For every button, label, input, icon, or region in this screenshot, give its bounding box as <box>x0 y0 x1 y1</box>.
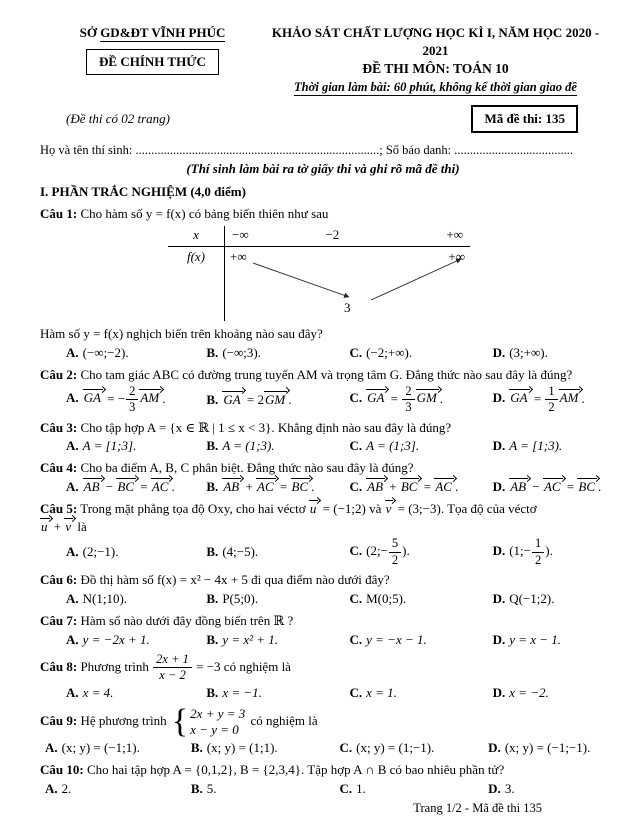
vector: AM <box>559 389 582 405</box>
question-label: Câu 4: <box>40 460 78 476</box>
operator: − <box>102 479 117 495</box>
question-label: Câu 2: <box>40 366 78 382</box>
option-d <box>493 385 606 415</box>
operator: + <box>242 479 257 495</box>
f-row-label: f(x) <box>168 247 225 321</box>
option-text: . <box>171 479 175 495</box>
f-value-right: +∞ <box>448 248 465 264</box>
option-key: D. <box>492 390 506 406</box>
fraction-denominator: 3 <box>129 400 136 414</box>
option-c <box>349 478 492 496</box>
option-d <box>493 537 606 567</box>
option-text: (3;+∞). <box>509 344 548 360</box>
option-key: A. <box>66 390 79 406</box>
fraction <box>545 385 557 415</box>
option-key: A. <box>66 438 79 454</box>
fraction-numerator: 2 <box>126 385 138 401</box>
question-2-options <box>40 385 606 415</box>
option-text: y = −2x + 1. <box>82 631 150 647</box>
option-key: A. <box>66 631 79 647</box>
question-5-stem-line2 <box>40 518 606 536</box>
option-a <box>66 437 206 455</box>
option-key: B. <box>206 344 219 360</box>
vector-u: u <box>40 518 51 534</box>
option-text: = <box>530 390 545 406</box>
option-text: P(5;0). <box>222 591 259 607</box>
subject-title: ĐỀ THI MÔN: TOÁN 10 <box>362 60 509 76</box>
option-key: C. <box>349 631 363 647</box>
option-d <box>493 437 606 455</box>
vector: AB <box>222 478 242 494</box>
operator: + <box>386 479 400 495</box>
vector: BC <box>400 478 421 494</box>
option-key: D. <box>488 781 501 797</box>
vector: AC <box>434 478 455 494</box>
question-8-stem <box>40 653 606 683</box>
option-text: x = −2. <box>509 684 549 700</box>
x-row-values <box>225 226 470 246</box>
option-text: (−2;+∞). <box>366 344 413 360</box>
fraction <box>532 537 544 567</box>
vector: GA <box>83 389 104 405</box>
option-text: y = x − 1. <box>509 631 562 647</box>
option-key: D. <box>492 591 506 607</box>
option-d <box>493 631 606 649</box>
question-6-stem <box>40 571 606 589</box>
question-7-stem <box>40 612 606 630</box>
vector: GA <box>222 391 243 407</box>
question-7-options <box>40 631 606 649</box>
option-text: 1. <box>356 781 366 797</box>
option-text: = 2 <box>243 391 264 407</box>
vector: BC <box>116 478 137 494</box>
question-text: Cho tam giác ABC có đường trung tuyến AM và trọng tâm G. Đẳng thức nào sau đây là đúng? <box>80 366 573 382</box>
question-9-options <box>40 739 606 757</box>
option-key: C. <box>349 684 363 700</box>
variation-table-x-row <box>168 226 470 247</box>
option-text: . <box>598 479 602 495</box>
question-2-stem <box>40 366 606 384</box>
option-text: x = 1. <box>366 684 397 700</box>
option-c <box>349 537 492 567</box>
option-b <box>206 391 349 409</box>
vector: AM <box>139 389 162 405</box>
fraction-denominator: x − 2 <box>159 668 186 683</box>
vector-u: u <box>309 500 320 516</box>
question-text: có nghiệm là <box>247 713 318 729</box>
question-4-options <box>40 478 606 496</box>
question-6 <box>40 571 606 608</box>
option-a <box>45 739 191 757</box>
exam-code-box: Mã đề thi: 135 <box>471 105 578 133</box>
page-count-note: (Đề thi có 02 trang) <box>66 110 170 126</box>
equals: = <box>420 479 435 495</box>
option-text: = <box>387 390 402 406</box>
option-key: A. <box>66 479 79 495</box>
duration-note: Thời gian làm bài: 60 phút, không kể thời gian giao đề <box>294 79 577 94</box>
fraction-denominator: 3 <box>405 400 412 414</box>
equals: = <box>563 479 578 495</box>
f-value-min: 3 <box>344 299 351 315</box>
option-c <box>340 739 489 757</box>
question-text: Phương trình <box>80 658 153 674</box>
option-text: . <box>288 391 292 407</box>
question-text: Đồ thị hàm số f(x) = x² − 4x + 5 đi qua điểm nào dưới đây? <box>80 572 390 588</box>
option-text: A = [1;3). <box>509 438 563 454</box>
option-text: . <box>581 390 585 406</box>
option-key: D. <box>492 479 506 495</box>
option-b <box>191 780 340 798</box>
question-4 <box>40 459 606 496</box>
section-heading: I. PHẦN TRẮC NGHIỆM (4,0 điểm) <box>40 183 246 199</box>
option-d <box>493 344 606 362</box>
equation-2: x − y = 0 <box>190 722 239 738</box>
fraction-denominator: 2 <box>535 552 542 567</box>
vector-v: v <box>385 500 395 516</box>
vector: AC <box>256 478 277 494</box>
question-7 <box>40 612 606 649</box>
option-key: C. <box>349 543 363 559</box>
question-text: = −3 có nghiệm là <box>192 658 291 674</box>
option-key: B. <box>206 479 219 495</box>
question-text: Hệ phương trình <box>80 713 170 729</box>
student-name-line: Họ và tên thí sinh: ..............................................................................; Số báo danh: ...................................... <box>40 142 573 157</box>
exam-title: KHẢO SÁT CHẤT LƯỢNG HỌC KÌ I, NĂM HỌC 2020 - 2021 <box>271 25 600 58</box>
option-d <box>493 590 606 608</box>
question-5-stem <box>40 500 606 518</box>
equation-system <box>171 702 246 740</box>
x-value: +∞ <box>446 226 463 242</box>
header-right-column <box>265 24 606 96</box>
option-c <box>340 780 489 798</box>
option-b <box>206 478 349 496</box>
question-label: Câu 3: <box>40 419 78 435</box>
question-3-options <box>40 437 606 455</box>
option-c <box>349 385 492 415</box>
system-brace: { <box>171 702 189 740</box>
x-value: −2 <box>325 226 340 242</box>
question-5 <box>40 500 606 567</box>
option-key: A. <box>45 740 58 756</box>
option-text: 3. <box>504 781 515 797</box>
option-key: B. <box>206 544 219 560</box>
option-key: D. <box>488 740 501 756</box>
option-text: 5. <box>206 781 217 797</box>
x-row-label: x <box>168 226 225 246</box>
option-a <box>66 543 206 561</box>
question-3-stem <box>40 419 606 437</box>
vector: BC <box>291 478 312 494</box>
option-text: y = x² + 1. <box>222 631 279 647</box>
equals: = <box>137 479 151 495</box>
option-key: C. <box>349 479 363 495</box>
question-text: = (3;−3). Tọa độ của véctơ <box>394 501 537 517</box>
operator: − <box>529 479 543 495</box>
fraction <box>402 385 414 415</box>
question-text: Trong mặt phẳng tọa độ Oxy, cho hai véctơ <box>80 501 309 517</box>
vector: GA <box>366 389 387 405</box>
header-department <box>40 24 265 42</box>
option-key: A. <box>66 684 79 700</box>
vector: AB <box>366 478 386 494</box>
fraction-numerator: 1 <box>532 537 544 553</box>
question-10-stem <box>40 761 606 779</box>
option-b <box>206 631 349 649</box>
question-text: Hàm số nào dưới đây đồng biến trên ℝ ? <box>80 613 294 628</box>
option-text: x = −1. <box>222 684 262 700</box>
option-text: A = [1;3]. <box>82 438 137 454</box>
option-key: A. <box>66 591 79 607</box>
option-key: A. <box>66 344 79 360</box>
question-1-stem <box>40 205 606 223</box>
option-d <box>493 478 606 496</box>
option-text: ). <box>545 543 553 559</box>
question-text: Cho tập hợp A = {x ∈ ℝ | 1 ≤ x < 3}. Khẳng định nào sau đây là đúng? <box>80 419 452 435</box>
variation-table-f-row <box>168 247 470 321</box>
system-lines <box>190 706 245 739</box>
vector: GA <box>509 389 530 405</box>
option-key: C. <box>349 390 363 406</box>
option-a <box>66 344 206 362</box>
option-d <box>488 739 606 757</box>
option-text: . <box>162 390 166 406</box>
option-key: D. <box>492 438 506 454</box>
option-key: B. <box>190 740 203 756</box>
vector: BC <box>577 478 598 494</box>
department-prefix: SỞ <box>79 25 101 40</box>
question-1-options <box>40 344 606 362</box>
question-text: = (−1;2) và <box>319 501 385 517</box>
variation-diagram <box>225 247 470 321</box>
option-key: C. <box>349 438 363 454</box>
question-3 <box>40 419 606 456</box>
option-b <box>206 437 349 455</box>
option-a <box>66 590 206 608</box>
option-text: (x; y) = (−1;1). <box>61 740 140 756</box>
option-text: = − <box>103 390 126 406</box>
option-b <box>206 684 349 702</box>
option-a <box>66 385 206 415</box>
option-key: B. <box>206 438 219 454</box>
equation-1: 2x + y = 3 <box>190 705 246 721</box>
option-text: (−∞;−2). <box>82 344 129 360</box>
code-row <box>40 105 606 133</box>
question-label: Câu 10: <box>40 762 84 778</box>
option-key: B. <box>190 781 203 797</box>
department-name: GD&ĐT VĨNH PHÚC <box>100 25 226 40</box>
option-text: . <box>311 479 315 495</box>
option-text: . <box>454 479 459 495</box>
option-a <box>66 684 206 702</box>
option-key: A. <box>66 544 79 560</box>
question-text: là <box>74 519 87 535</box>
question-label: Câu 1: <box>40 205 78 221</box>
option-d <box>488 780 606 798</box>
exam-header <box>40 24 606 96</box>
question-label: Câu 6: <box>40 572 78 588</box>
option-text: M(0;5). <box>366 591 407 607</box>
question-text: Cho hàm số y = f(x) có bảng biến thiên như sau <box>80 205 329 221</box>
option-text: (x; y) = (−1;−1). <box>504 740 591 756</box>
option-text: N(1;10). <box>82 591 128 607</box>
option-key: B. <box>206 684 219 700</box>
footer-page-number: Trang 1/2 - Mã đề thi 135 <box>413 800 542 815</box>
option-c <box>349 590 492 608</box>
option-key: D. <box>492 344 506 360</box>
question-6-options <box>40 590 606 608</box>
option-text: (−∞;3). <box>222 344 261 360</box>
question-1 <box>40 205 606 362</box>
option-text: 2. <box>61 781 72 797</box>
fraction-denominator: 2 <box>391 552 399 567</box>
vector: AC <box>151 478 172 494</box>
option-key: B. <box>206 591 219 607</box>
option-key: C. <box>339 781 353 797</box>
question-1-question: Hàm số y = f(x) nghịch biến trên khoảng nào sau đây? <box>40 325 323 341</box>
question-text: Cho ba điểm A, B, C phân biệt. Đẳng thức nào sau đây là đúng? <box>80 460 414 476</box>
option-b <box>206 590 349 608</box>
option-c <box>349 344 492 362</box>
question-8 <box>40 653 606 702</box>
option-key: B. <box>206 391 219 407</box>
option-key: C. <box>339 740 353 756</box>
option-text: (1;− <box>509 543 531 559</box>
question-label: Câu 5: <box>40 501 78 517</box>
question-9 <box>40 702 606 757</box>
x-value: −∞ <box>232 226 249 242</box>
option-text: A = (1;3]. <box>366 438 420 454</box>
fraction-numerator: 2x + 1 <box>153 653 192 669</box>
option-text: (x; y) = (1;1). <box>206 740 278 756</box>
instruction-note: (Thí sinh làm bài ra tờ giấy thi và ghi rõ mã đề thi) <box>186 160 460 176</box>
option-key: D. <box>492 543 506 559</box>
vector: GM <box>416 389 440 405</box>
fraction-numerator: 5 <box>389 537 401 553</box>
option-c <box>349 631 492 649</box>
option-a <box>66 631 206 649</box>
question-label: Câu 8: <box>40 658 78 674</box>
option-key: C. <box>349 591 363 607</box>
header-left-column <box>40 24 265 96</box>
option-key: D. <box>492 684 506 700</box>
vector: AB <box>83 478 103 494</box>
option-text: (2;−1). <box>82 544 119 560</box>
option-text: (2;− <box>366 543 388 559</box>
vector: AB <box>509 478 529 494</box>
option-key: B. <box>206 631 219 647</box>
option-key: D. <box>492 631 506 647</box>
fraction <box>153 653 192 683</box>
option-text: (4;−5). <box>222 544 259 560</box>
option-c <box>349 684 492 702</box>
question-10-options <box>40 780 606 798</box>
question-5-options <box>40 537 606 567</box>
option-c <box>349 437 492 455</box>
question-10 <box>40 761 606 798</box>
official-stamp-box: ĐỀ CHÍNH THỨC <box>86 49 219 75</box>
fraction-numerator: 2 <box>402 385 414 401</box>
option-d <box>493 684 606 702</box>
question-label: Câu 9: <box>40 713 78 729</box>
variation-table <box>168 226 470 321</box>
option-b <box>206 543 349 561</box>
f-value-left: +∞ <box>230 248 247 264</box>
fraction <box>389 537 401 567</box>
fraction-numerator: 1 <box>545 385 557 401</box>
option-text: x = 4. <box>82 684 114 700</box>
question-8-options <box>40 684 606 702</box>
option-text: ). <box>402 543 410 559</box>
option-text: Q(−1;2). <box>509 591 555 607</box>
option-b <box>206 344 349 362</box>
question-text: + <box>50 519 65 535</box>
option-a <box>66 478 206 496</box>
fraction <box>126 385 138 415</box>
vector: GM <box>264 391 288 407</box>
option-key: C. <box>349 344 363 360</box>
question-9-stem <box>40 702 606 740</box>
question-4-stem <box>40 459 606 477</box>
option-b <box>191 739 340 757</box>
fraction-denominator: 2 <box>548 400 555 414</box>
option-key: A. <box>45 781 58 797</box>
option-text: (x; y) = (1;−1). <box>356 740 435 756</box>
vector-v: v <box>64 518 74 534</box>
option-text: A = (1;3). <box>222 438 275 454</box>
option-text: . <box>439 390 444 406</box>
question-2 <box>40 366 606 415</box>
equals: = <box>276 479 291 495</box>
vector: AC <box>543 478 564 494</box>
question-label: Câu 7: <box>40 613 78 628</box>
option-a <box>45 780 191 798</box>
question-text: Cho hai tập hợp A = {0,1,2}, B = {2,3,4}. Tập hợp A ∩ B có bao nhiêu phần tử? <box>86 762 505 778</box>
option-text: y = −x − 1. <box>366 631 427 647</box>
